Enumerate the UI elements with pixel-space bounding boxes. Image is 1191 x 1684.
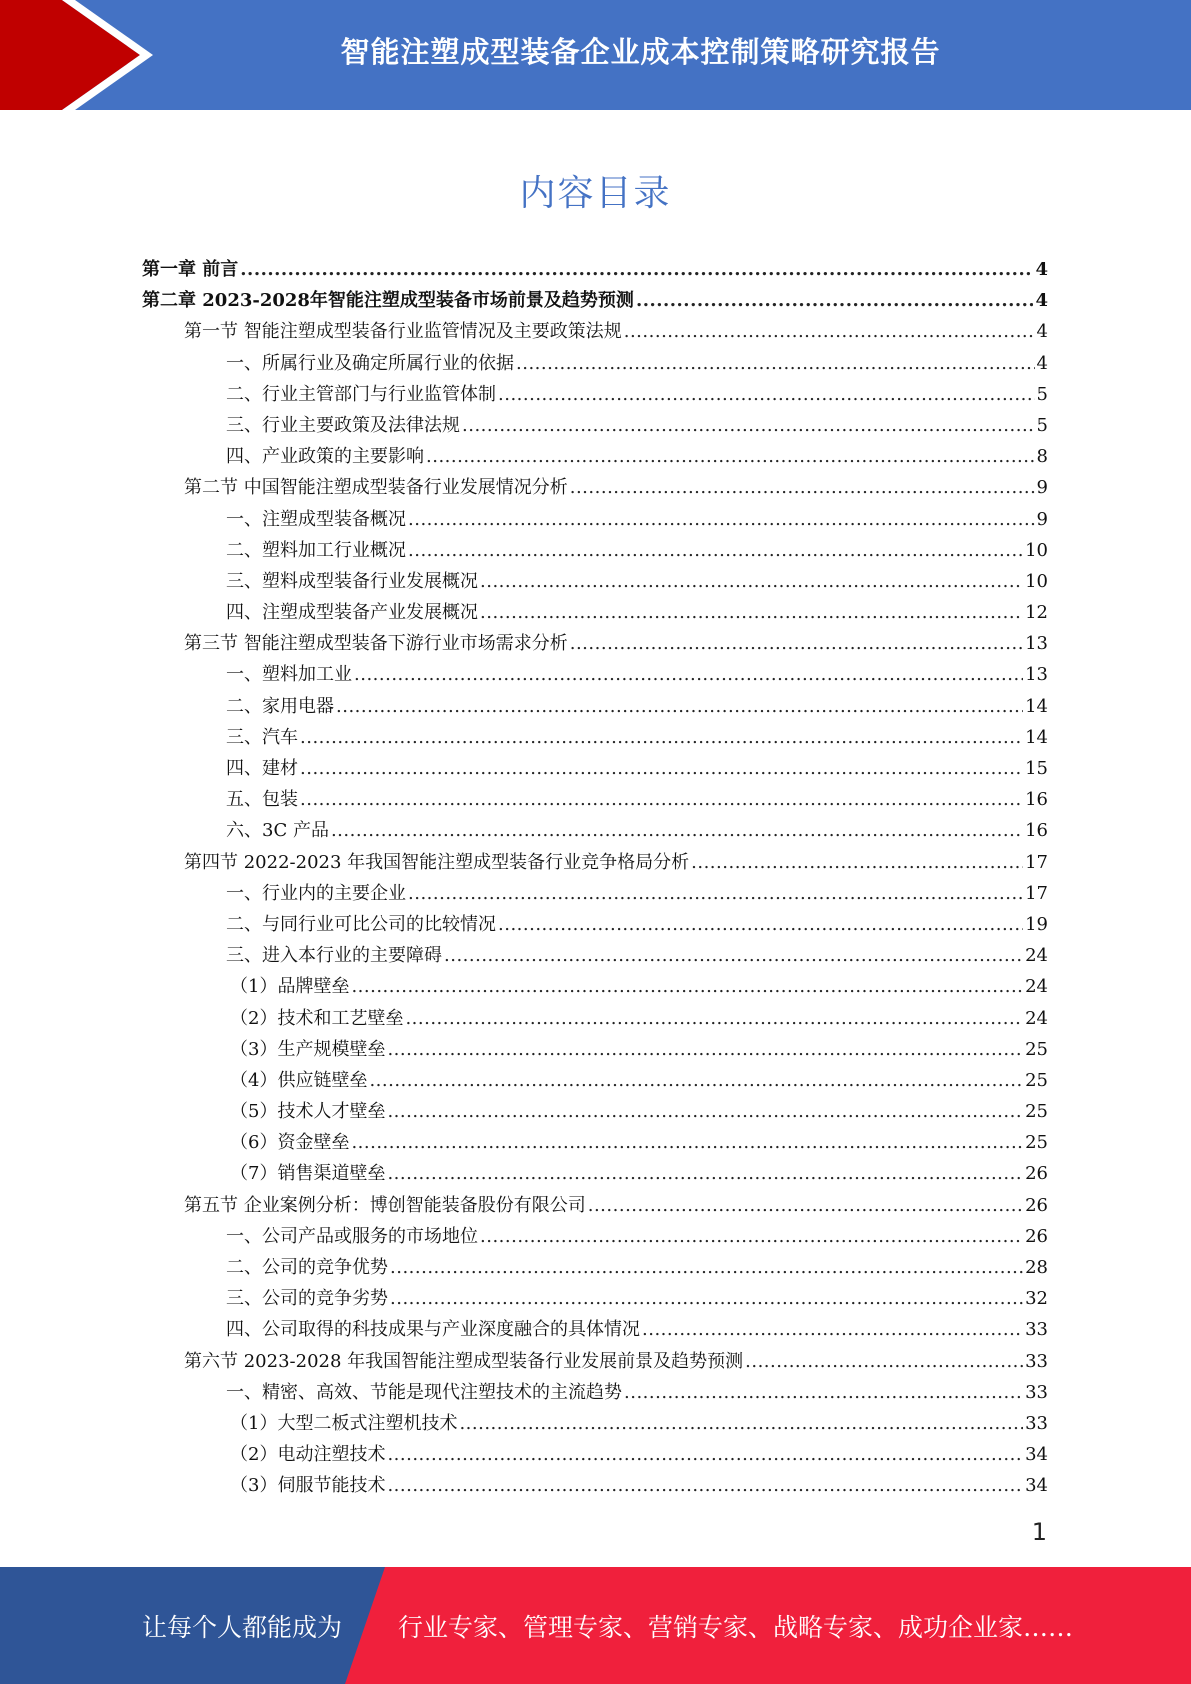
toc-entry-page: 25: [1025, 1101, 1048, 1123]
toc-entry-label: （3）伺服节能技术: [230, 1475, 386, 1497]
toc-leader-dots: [516, 348, 1035, 379]
toc-entry-page: 33: [1025, 1319, 1048, 1341]
toc-entry-label: 二、与同行业可比公司的比较情况: [226, 913, 496, 935]
toc-entry-page: 17: [1025, 851, 1048, 873]
toc-entry-label: 三、汽车: [226, 726, 298, 748]
toc-entry-label: 第一章 前言: [142, 259, 239, 280]
toc-entry-page: 28: [1025, 1257, 1048, 1278]
toc-leader-dots: [240, 254, 1033, 285]
toc-entry[interactable]: [142, 1096, 1048, 1127]
toc-leader-dots: [336, 691, 1023, 722]
toc-leader-dots: [387, 1470, 1023, 1501]
report-title: 智能注塑成型装备企业成本控制策略研究报告: [340, 34, 941, 69]
toc-entry[interactable]: [142, 1439, 1048, 1470]
toc-entry-label: 二、塑料加工行业概况: [226, 539, 406, 561]
toc-entry-page: 19: [1025, 913, 1048, 935]
toc-entry[interactable]: [142, 1158, 1048, 1189]
toc-entry[interactable]: [142, 628, 1048, 659]
toc-entry[interactable]: [142, 691, 1048, 722]
toc-entry[interactable]: [142, 316, 1048, 347]
toc-entry[interactable]: [142, 1346, 1048, 1377]
toc-leader-dots: [387, 1158, 1023, 1189]
toc-entry[interactable]: [142, 1127, 1048, 1158]
toc-entry[interactable]: [142, 441, 1048, 472]
toc-leader-dots: [300, 722, 1023, 753]
toc-entry-label: 四、建材: [226, 758, 298, 779]
footer-banner: [0, 1567, 1191, 1684]
toc-entry-label: 三、行业主要政策及法律法规: [226, 414, 460, 436]
toc-entry-label: 四、注塑成型装备产业发展概况: [226, 602, 478, 624]
toc-leader-dots: [498, 909, 1023, 940]
toc-entry-page: 16: [1025, 820, 1048, 842]
toc-entry[interactable]: [142, 1065, 1048, 1096]
toc-leader-dots: [387, 1034, 1023, 1065]
toc-entry-page: 4: [1035, 290, 1048, 312]
toc-entry-label: （4）供应链壁垒: [230, 1069, 368, 1091]
toc-entry[interactable]: [142, 1283, 1048, 1314]
toc-entry[interactable]: [142, 535, 1048, 566]
toc-entry-page: 24: [1025, 1007, 1048, 1029]
toc-leader-dots: [300, 753, 1023, 784]
toc-entry-label: 三、公司的竞争劣势: [226, 1288, 388, 1310]
toc-leader-dots: [387, 1096, 1023, 1127]
toc-leader-dots: [462, 410, 1035, 441]
toc-entry-page: 4: [1036, 352, 1048, 374]
toc-entry-label: 六、3C 产品: [226, 820, 329, 842]
toc-entry-label: 二、家用电器: [226, 695, 334, 717]
toc-entry[interactable]: [142, 659, 1048, 690]
toc-entry[interactable]: [142, 285, 1048, 316]
toc-entry-page: 24: [1025, 976, 1048, 998]
toc-entry-page: 9: [1036, 508, 1048, 530]
toc-entry[interactable]: [142, 348, 1048, 379]
toc-entry-label: （1）品牌壁垒: [230, 976, 350, 998]
toc-entry-label: 第五节 企业案例分析：博创智能装备股份有限公司: [184, 1194, 586, 1216]
toc-entry[interactable]: [142, 722, 1048, 753]
toc-entry-page: 10: [1025, 539, 1048, 561]
toc-entry[interactable]: [142, 1034, 1048, 1065]
toc-entry[interactable]: [142, 254, 1048, 285]
toc-entry-page: 34: [1025, 1444, 1048, 1466]
toc-entry-label: 三、进入本行业的主要障碍: [226, 945, 442, 967]
toc-entry-label: 一、所属行业及确定所属行业的依据: [226, 352, 514, 374]
toc-leader-dots: [498, 379, 1035, 410]
toc-leader-dots: [636, 285, 1034, 316]
toc-entry-page: 24: [1025, 945, 1048, 967]
toc-leader-dots: [405, 1003, 1023, 1034]
toc-entry-label: 第三节 智能注塑成型装备下游行业市场需求分析: [184, 633, 568, 655]
toc-entry-page: 4: [1035, 259, 1048, 280]
toc-entry-page: 25: [1025, 1038, 1048, 1060]
toc-entry-page: 4: [1036, 321, 1048, 343]
header-banner: [0, 0, 1191, 110]
toc-leader-dots: [354, 659, 1023, 690]
toc-entry-page: 14: [1025, 695, 1048, 717]
toc-entry[interactable]: [142, 847, 1048, 878]
toc-leader-dots: [351, 1127, 1023, 1158]
toc-entry-page: 10: [1025, 570, 1048, 592]
toc-leader-dots: [331, 815, 1023, 846]
toc-entry[interactable]: [142, 597, 1048, 628]
toc-entry-label: 一、注塑成型装备概况: [226, 508, 406, 530]
toc-entry-label: 一、塑料加工业: [226, 664, 352, 686]
toc-entry-label: 第一节 智能注塑成型装备行业监管情况及主要政策法规: [184, 321, 622, 343]
toc-entry[interactable]: [142, 909, 1048, 940]
toc-leader-dots: [408, 504, 1035, 535]
toc-entry[interactable]: [142, 1221, 1048, 1252]
toc-leader-dots: [390, 1283, 1023, 1314]
toc-entry[interactable]: [142, 472, 1048, 503]
toc-entry-page: 25: [1025, 1069, 1048, 1091]
toc-entry-page: 32: [1025, 1288, 1048, 1310]
toc-leader-dots: [624, 316, 1035, 347]
table-of-contents: [142, 254, 1048, 1502]
toc-entry-label: 三、塑料成型装备行业发展概况: [226, 570, 478, 592]
toc-leader-dots: [408, 878, 1023, 909]
toc-entry-page: 16: [1025, 789, 1048, 811]
toc-entry-label: 一、精密、高效、节能是现代注塑技术的主流趋势: [226, 1381, 622, 1403]
toc-entry[interactable]: [142, 1190, 1048, 1221]
toc-entry-page: 9: [1036, 477, 1048, 499]
toc-entry-label: 五、包装: [226, 789, 298, 811]
toc-leader-dots: [459, 1408, 1023, 1439]
footer-slogan-left: 让每个人都能成为: [142, 1612, 343, 1642]
toc-entry-page: 12: [1025, 602, 1048, 624]
toc-entry-label: 一、公司产品或服务的市场地位: [226, 1225, 478, 1247]
toc-entry-label: （5）技术人才壁垒: [230, 1101, 386, 1123]
toc-entry-page: 5: [1036, 383, 1048, 405]
toc-entry-page: 17: [1025, 882, 1048, 904]
toc-leader-dots: [642, 1314, 1023, 1345]
toc-leader-dots: [444, 940, 1023, 971]
toc-entry-label: （2）电动注塑技术: [230, 1444, 386, 1466]
toc-leader-dots: [480, 566, 1023, 597]
toc-entry-label: （2）技术和工艺壁垒: [230, 1007, 404, 1029]
toc-leader-dots: [480, 1221, 1023, 1252]
toc-leader-dots: [588, 1190, 1023, 1221]
toc-leader-dots: [408, 535, 1023, 566]
toc-entry-page: 13: [1025, 633, 1048, 655]
chevron-arrow-icon: [0, 0, 160, 110]
toc-entry[interactable]: [142, 1408, 1048, 1439]
toc-entry-label: 二、行业主管部门与行业监管体制: [226, 383, 496, 405]
toc-entry[interactable]: [142, 1470, 1048, 1501]
toc-entry-label: 第六节 2023-2028 年我国智能注塑成型装备行业发展前景及趋势预测: [184, 1350, 744, 1372]
toc-leader-dots: [390, 1252, 1023, 1283]
toc-entry-label: （1）大型二板式注塑机技术: [230, 1412, 458, 1434]
toc-leader-dots: [570, 472, 1035, 503]
toc-entry[interactable]: [142, 566, 1048, 597]
toc-entry-page: 8: [1036, 446, 1048, 468]
toc-entry[interactable]: [142, 1252, 1048, 1283]
toc-entry-page: 14: [1025, 726, 1048, 748]
page-number: 1: [1031, 1518, 1047, 1546]
toc-leader-dots: [570, 628, 1023, 659]
toc-entry[interactable]: [142, 1314, 1048, 1345]
toc-entry-label: （6）资金壁垒: [230, 1132, 350, 1154]
toc-entry[interactable]: [142, 379, 1048, 410]
toc-entry[interactable]: [142, 878, 1048, 909]
toc-leader-dots: [745, 1346, 1023, 1377]
toc-leader-dots: [624, 1377, 1023, 1408]
footer-slogan-right: 行业专家、管理专家、营销专家、战略专家、成功企业家……: [398, 1612, 1074, 1642]
toc-entry-page: 26: [1025, 1163, 1048, 1185]
toc-leader-dots: [300, 784, 1023, 815]
toc-entry-label: 二、公司的竞争优势: [226, 1257, 388, 1278]
toc-leader-dots: [387, 1439, 1023, 1470]
toc-entry-label: 第二章 2023-2028年智能注塑成型装备市场前景及趋势预测: [142, 290, 634, 312]
toc-entry-label: 第四节 2022-2023 年我国智能注塑成型装备行业竞争格局分析: [184, 851, 690, 873]
toc-leader-dots: [426, 441, 1035, 472]
toc-entry-page: 5: [1036, 414, 1048, 436]
toc-entry[interactable]: [142, 971, 1048, 1002]
toc-entry[interactable]: [142, 504, 1048, 535]
toc-entry[interactable]: [142, 815, 1048, 846]
toc-entry[interactable]: [142, 784, 1048, 815]
toc-entry-page: 13: [1025, 664, 1048, 686]
toc-entry-label: 四、公司取得的科技成果与产业深度融合的具体情况: [226, 1319, 640, 1341]
toc-entry-page: 33: [1025, 1381, 1048, 1403]
toc-entry-label: 四、产业政策的主要影响: [226, 446, 424, 468]
toc-entry-label: 第二节 中国智能注塑成型装备行业发展情况分析: [184, 477, 568, 499]
toc-leader-dots: [691, 847, 1023, 878]
toc-entry-page: 26: [1025, 1225, 1048, 1247]
toc-entry-page: 33: [1025, 1350, 1048, 1372]
toc-entry-page: 15: [1025, 758, 1048, 779]
toc-leader-dots: [369, 1065, 1023, 1096]
toc-entry-label: （3）生产规模壁垒: [230, 1038, 386, 1060]
toc-heading: 内容目录: [519, 173, 672, 214]
toc-leader-dots: [480, 597, 1023, 628]
toc-entry-page: 26: [1025, 1194, 1048, 1216]
toc-entry-page: 25: [1025, 1132, 1048, 1154]
toc-entry[interactable]: [142, 410, 1048, 441]
toc-entry-page: 34: [1025, 1475, 1048, 1497]
toc-entry-label: （7）销售渠道壁垒: [230, 1163, 386, 1185]
toc-entry[interactable]: [142, 753, 1048, 784]
toc-leader-dots: [351, 971, 1023, 1002]
toc-entry-page: 33: [1025, 1412, 1048, 1434]
toc-entry[interactable]: [142, 1377, 1048, 1408]
toc-entry[interactable]: [142, 1003, 1048, 1034]
toc-entry[interactable]: [142, 940, 1048, 971]
toc-entry-label: 一、行业内的主要企业: [226, 882, 406, 904]
